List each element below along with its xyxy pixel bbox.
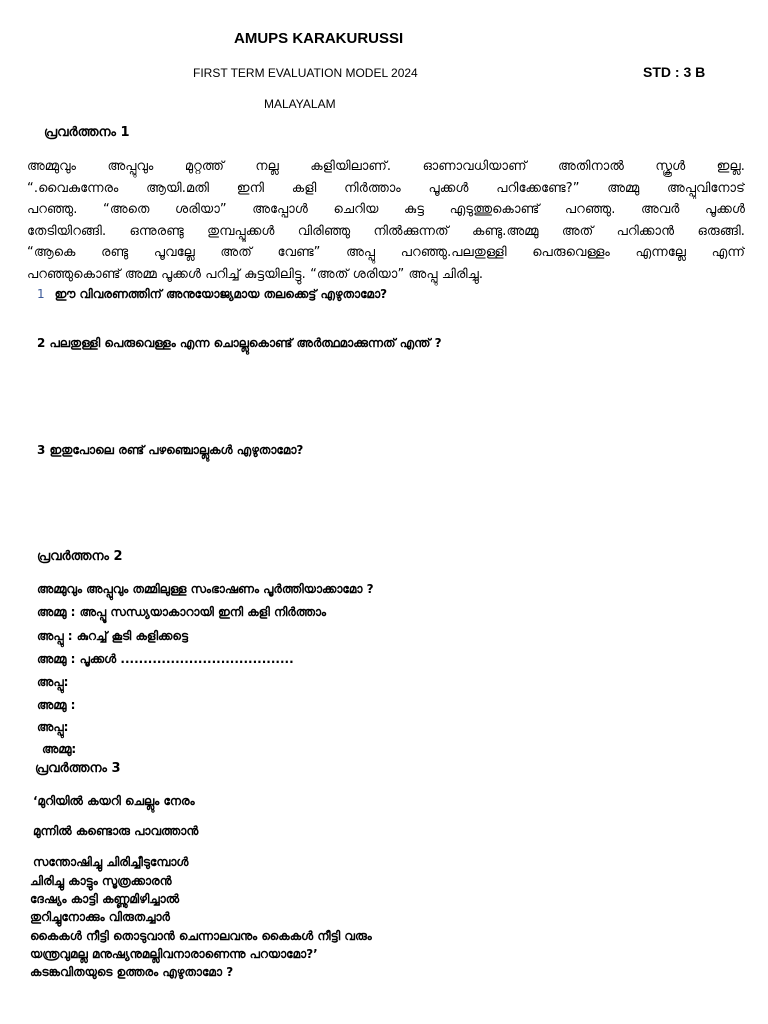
poem-line: സന്തോഷിച്ചു ചിരിച്ചീടുമ്പോൾ [33,855,189,869]
poem-line: ‘മുറിയിൽ കയറി ചെല്ലും നേരം [33,794,195,808]
dialogue-line: അപ്പു: [37,720,69,734]
dialogue-line: അമ്മു : പൂക്കൾ ...................................... [37,652,294,666]
activity-3-heading: പ്രവർത്തനം 3 [35,761,121,776]
dialogue-line: അമ്മു: [42,742,77,756]
passage-line: “ആകെ രണ്ടു പൂവല്ലേ അത് വേണ്ട” അപ്പു പറഞ്ഞു.പലതുള്ളി പെരുവെള്ളം എന്നല്ലേ എന്ന് [27,245,745,261]
question-1-text: ഈ വിവരണത്തിന് അനുയോജ്യമായ തലക്കെട്ട് എഴുതാമോ? [54,287,388,301]
activity-1-heading: പ്രവർത്തനം 1 [44,125,130,140]
question-1 [37,287,387,302]
poem-line: ചിരിച്ചു കാട്ടും സൂത്രക്കാരൻ [30,874,172,888]
school-name: AMUPS KARAKURUSSI [234,30,404,47]
question-2: 2 പലതുള്ളി പെരുവെള്ളം എന്ന ചൊല്ലുകൊണ്ട് അർത്ഥമാക്കുന്നത് എന്ത് ? [37,336,442,350]
dialogue-line: അമ്മു : അപ്പൂ സന്ധ്യയാകാറായി ഇനി കളി നിർത്താം [37,605,327,619]
exam-title: FIRST TERM EVALUATION MODEL 2024 [193,66,418,80]
poem-line: മുന്നിൽ കണ്ടൊരു പാവത്താൻ [33,824,199,838]
dialogue-line: അപ്പു : കുറച്ച് കൂടി കളിക്കട്ടെ [37,629,188,643]
question-1-number: 1 [37,287,45,301]
subject-title: MALAYALAM [264,97,336,111]
poem-line: കൈകൾ നീട്ടി തൊടുവാൻ ചെന്നാലവനും കൈകൾ നീട്ടി വരും [30,929,372,943]
poem-line: തുറിച്ചുനോക്കും വിരുതച്ചാർ [30,910,170,924]
passage-line: പറഞ്ഞുകൊണ്ട് അമ്മ പൂക്കൾ പറിച്ച് കുട്ടയിലിട്ടു. “അത് ശരിയാ” അപ്പു ചിരിച്ചു. [27,266,484,282]
class-label: STD : 3 B [643,64,706,80]
dialogue-line: അപ്പു: [37,675,69,689]
question-3: 3 ഇതുപോലെ രണ്ട് പഴഞ്ചൊല്ലുകൾ എഴുതാമോ? [37,443,304,457]
passage-line: “.വൈകുന്നേരം ആയി.മതി ഇനി കളി നിർത്താം പൂക്കൾ പറിക്കേണ്ടേ?” അമ്മു അപ്പുവിനോട് [27,180,745,196]
riddle-question: കടങ്കവിതയുടെ ഉത്തരം എഴുതാമോ ? [30,965,234,979]
passage-line: തേടിയിറങ്ങി. ഒന്നുരണ്ടു തുമ്പപ്പൂക്കൾ വിരിഞ്ഞു നിൽക്കുന്നത് കണ്ടു.അമ്മു അത് പറിക്കാൻ ഒരുങ്ങി. [27,223,745,239]
poem-line: ദേഷ്യം കാട്ടി കണ്ണുമിഴിച്ചാൽ [30,892,180,906]
activity-2-heading: പ്രവർത്തനം 2 [37,549,123,564]
passage-line: പറഞ്ഞു. “അതെ ശരിയാ” അപ്പോൾ ചെറിയ കുട്ട എടുത്തുകൊണ്ട് പറഞ്ഞു. അവർ പൂക്കൾ [27,202,745,218]
poem-line: യന്ത്രവുമല്ല മനുഷ്യനുമല്ലിവനാരാണെന്നു പറയാമോ?’ [30,947,318,961]
passage-line: അമ്മുവും അപ്പുവും മുറ്റത്ത് നല്ല കളിയിലാണ്. ഓണാവധിയാണ് അതിനാൽ സ്കൂൾ ഇല്ല. [27,159,745,174]
activity-2-instruction: അമ്മുവും അപ്പുവും തമ്മിലുള്ള സംഭാഷണം പൂർത്തിയാക്കാമോ ? [37,582,374,596]
activity-1-passage [27,156,745,286]
dialogue-line: അമ്മു : [37,698,76,712]
